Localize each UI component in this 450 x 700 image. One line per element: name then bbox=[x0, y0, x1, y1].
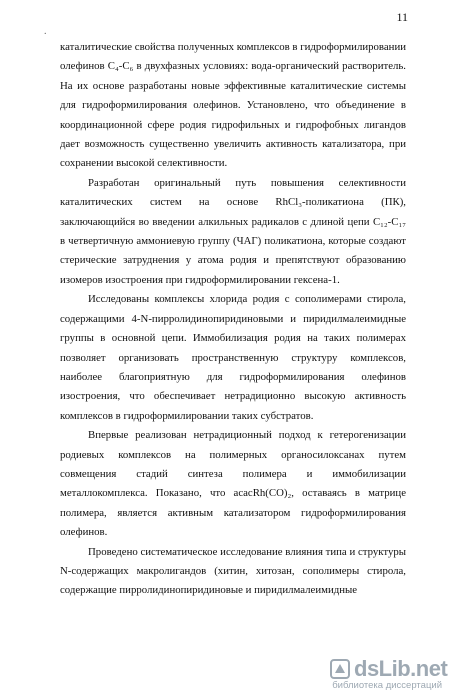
paragraph: Исследованы комплексы хлорида родия с сополимерами стирола, содержащими 4-N-пирролидинопиридиновыми и пиридилмалеимидные группы в основной цепи. Иммобилизация родия на таких полимерах позволяет организовать пространственную структуру комплексов, наиболее благоприятную для гидроформилирования олефинов изостроения, что обеспечивает нетрадиционно высокую активность комплексов в гидроформилировании таких субстратов. bbox=[60, 293, 406, 422]
watermark-subtitle: библиотека диссертаций bbox=[332, 680, 442, 691]
paragraph: Проведено систематическое исследование влияния типа и структуры N-содержащих макролигандов (хитин, хитозан, сополимеры стирола, содержащие пирролидинопиридиновые и пиридилмалеимидные bbox=[60, 545, 406, 597]
document-body bbox=[60, 38, 406, 601]
paragraph: каталитические свойства полученных комплексов в гидроформилировании олефинов C₄-C₆ в двухфазных условиях: вода-органический растворитель. На их основе разработаны новые эффективные каталитические системы для гидроформилирования олефинов. Установлено, что объединение в координационной сфере родия гидрофильных и гидрофобных лигандов дает возможность существенно увеличить активность катализатора, при сохранении высокой селективности. bbox=[60, 41, 406, 170]
corner-mark: . bbox=[44, 26, 47, 37]
watermark bbox=[330, 656, 448, 692]
paragraph: Впервые реализован нетрадиционный подход к гетерогенизации родиевых комплексов на полимерных органосилоксанах путем совмещения стадий синтеза полимера и иммобилизации металлокомплекса. Показано, что acacRh(CO)₂, оставаясь в матрице полимера, является активным катализатором гидроформилирования олефинов. bbox=[60, 429, 406, 539]
library-logo-icon bbox=[330, 659, 350, 679]
page-number: 11 bbox=[396, 10, 408, 24]
watermark-logo-text: dsLib.net bbox=[354, 656, 448, 681]
paragraph: Разработан оригинальный путь повышения селективности каталитических систем на основе RhCl₃-поликатиона (ПК), заключающийся во введении алкильных радикалов с длиной цепи C₁₂-C₁₇ в четвертичную аммониевую группу (ЧАГ) поликатиона, которые создают стерические затруднения у атома родия и препятствуют образованию изомеров изостроения при гидроформилировании гексена-1. bbox=[60, 176, 406, 286]
